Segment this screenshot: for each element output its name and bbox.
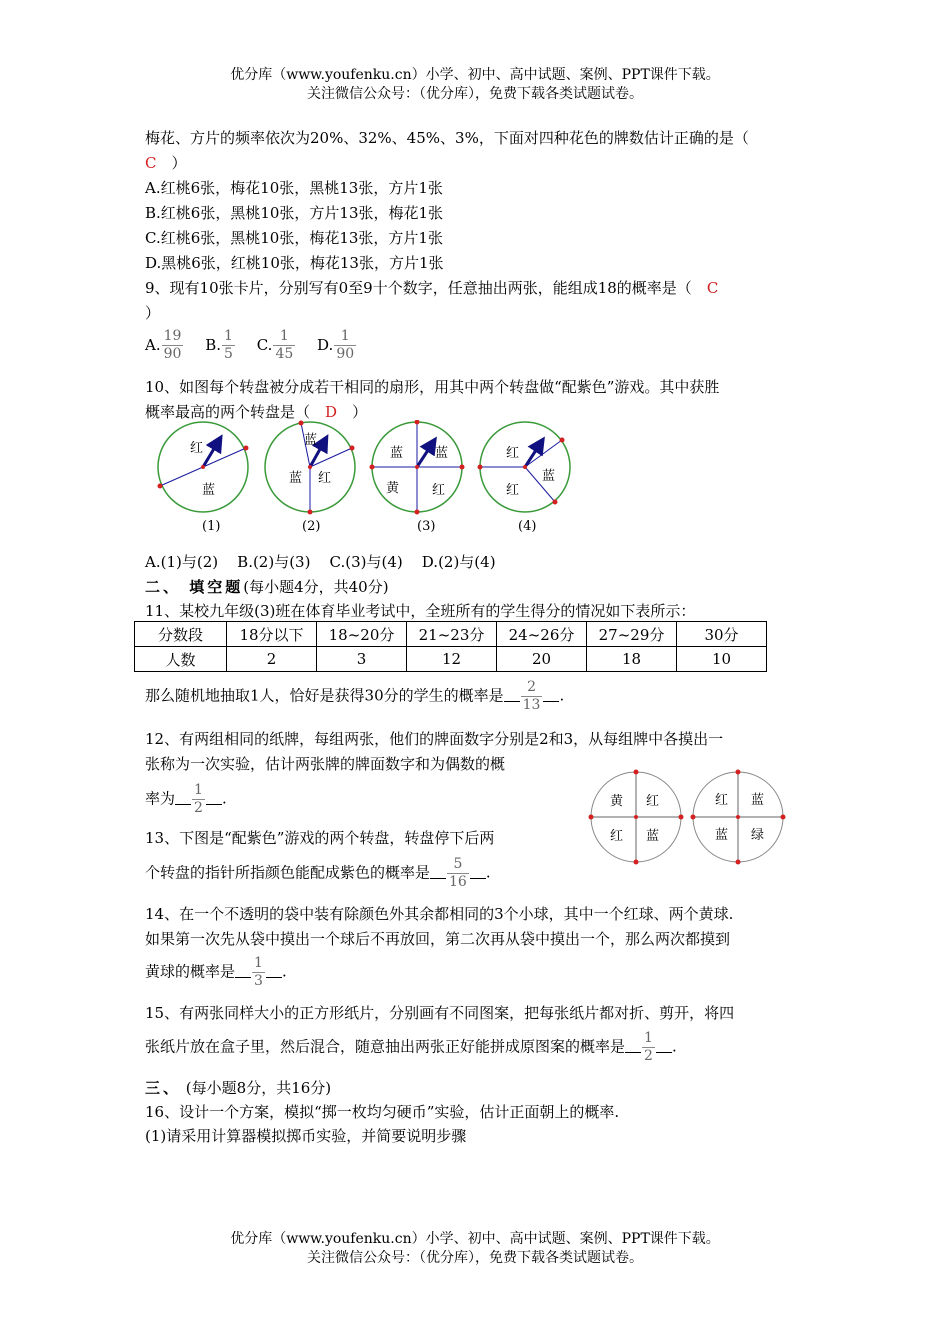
q8-answer: C [145, 154, 157, 172]
table-cell: 24~26分 [497, 622, 587, 647]
spinner-4 [478, 422, 571, 512]
table-cell: 10 [677, 647, 767, 672]
q10-line-1: 10、如图每个转盘被分成若干相同的扇形，用其中两个转盘做“配紫色”游戏。其中获胜 [145, 378, 720, 396]
table-cell: 30分 [677, 622, 767, 647]
section-3-title: 三、 [145, 1079, 182, 1097]
table-row [135, 622, 767, 647]
spinner-4-caption: (4) [518, 519, 537, 534]
section-3-note: (每小题8分，共16分) [185, 1079, 332, 1097]
q15-line-2: 张纸片放在盒子里，然后混合，随意抽出两张正好能拼成原图案的概率是 $\frac{1}{2}$ . [145, 1030, 677, 1064]
section-2-heading [145, 576, 389, 597]
header-line-1: 优分库（www.youfenku.cn）小学、初中、高中试题、案例、PPT课件下载。 [230, 67, 720, 83]
q16-line-1: 16、设计一个方案，模拟“掷一枚均匀硬币”实验，估计正面朝上的概率. [145, 1103, 620, 1121]
q8-close: ） [171, 154, 187, 172]
q11-question: 那么随机地抽取1人，恰好是获得30分的学生的概率是 $\frac{2}{13}$ . [145, 679, 565, 713]
spinner-2-caption: (2) [302, 519, 321, 534]
q16-line-2: (1)请采用计算器模拟掷币实验，并简要说明步骤 [145, 1127, 467, 1145]
spinner-2 [265, 421, 355, 515]
section-2-title: 二、 填空题 [145, 578, 244, 596]
q11-answer: $\frac{2}{13}$ [522, 679, 541, 713]
spinner-3 [370, 420, 465, 515]
q15-answer: $\frac{1}{2}$ [644, 1030, 653, 1064]
spinner-3-label-2: 蓝 [435, 446, 449, 461]
section-2-note: (每小题4分，共40分) [243, 578, 389, 596]
spinner-2-label-2: 蓝 [289, 471, 303, 486]
q8-option-a: A.红桃6张，梅花10张，黑桃13张，方片1张 [145, 179, 443, 197]
q14-line-2: 如果第一次先从袋中摸出一个球后不再放回，第二次再从袋中摸出一个，那么两次都摸到 [145, 930, 731, 948]
spinner-2-label-1: 蓝 [304, 433, 318, 448]
table-cell: 18~20分 [317, 622, 407, 647]
spinner-4-label-1: 红 [506, 446, 520, 461]
q13-disc-1-label-2: 红 [646, 794, 660, 809]
q9-option-a: A. $\frac{19}{90}$ [145, 328, 182, 362]
q10-answer: D [325, 403, 338, 421]
q8-option-b: B.红桃6张，黑桃10张，方片13张，梅花1张 [145, 204, 444, 222]
table-cell: 21~23分 [407, 622, 497, 647]
q13-disc-2 [691, 770, 786, 865]
q14-line-3: 黄球的概率是 $\frac{1}{3}$ . [145, 955, 287, 989]
spinner-1 [158, 422, 249, 512]
spinner-3-caption: (3) [417, 519, 436, 534]
q11-stem: 11、某校九年级(3)班在体育毕业考试中，全班所有的学生得分的情况如下表所示： [145, 602, 696, 620]
spinner-4-label-2: 红 [506, 483, 520, 498]
spinner-2-label-3: 红 [318, 471, 332, 486]
q13-discs-figure [588, 766, 788, 870]
q13-disc-1-label-3: 红 [610, 829, 624, 844]
header-line-2: 关注微信公众号：（优分库），免费下载各类试题试卷。 [307, 86, 643, 102]
q9-option-b: B. $\frac{1}{5}$ [205, 328, 233, 362]
q11-answer-blank [504, 688, 520, 706]
table-cell: 18 [587, 647, 677, 672]
table-row [135, 647, 767, 672]
q8-option-c: C.红桃6张，黑桃10张，梅花13张，方片1张 [145, 229, 443, 247]
q9-option-d: D. $\frac{1}{90}$ [317, 328, 355, 362]
q13-disc-2-label-2: 蓝 [751, 793, 765, 808]
q8-option-d: D.黑桃6张，红桃10张，梅花13张，方片1张 [145, 254, 444, 272]
table-cell: 27~29分 [587, 622, 677, 647]
q13-disc-2-label-4: 绿 [751, 828, 765, 843]
q9-stem [145, 277, 718, 298]
q13-disc-2-label-1: 红 [715, 793, 729, 808]
table-cell: 12 [407, 647, 497, 672]
q12-line-3: 率为 $\frac{1}{2}$ . [145, 782, 227, 816]
q10-options: A.(1)与(2) B.(2)与(3) C.(3)与(4) D.(2)与(4) [145, 553, 496, 571]
q9-options [145, 328, 357, 363]
q9-option-c: C. $\frac{1}{45}$ [256, 328, 294, 362]
q13-disc-1 [589, 770, 684, 865]
q13-answer: $\frac{5}{16}$ [449, 856, 467, 890]
spinner-1-label-2: 蓝 [202, 483, 216, 498]
table-cell: 20 [497, 647, 587, 672]
spinner-3-label-1: 蓝 [390, 446, 404, 461]
q13-disc-2-label-3: 蓝 [715, 828, 729, 843]
q9-answer: C [706, 279, 719, 297]
spinner-3-label-4: 红 [432, 483, 446, 498]
table-cell: 18分以下 [227, 622, 317, 647]
table-cell: 3 [317, 647, 407, 672]
q13-line-1: 13、下图是“配紫色”游戏的两个转盘，转盘停下后两 [145, 829, 495, 847]
q14-line-1: 14、在一个不透明的袋中装有除颜色外其余都相同的3个小球，其中一个红球、两个黄球. [145, 905, 734, 923]
table-cell: 分数段 [135, 622, 227, 647]
score-table [134, 621, 767, 672]
q12-line-2: 张称为一次实验，估计两张牌的牌面数字和为偶数的概 [145, 755, 506, 773]
q15-line-1: 15、有两张同样大小的正方形纸片，分别画有不同图案，把每张纸片都对折、剪开，将四 [145, 1004, 735, 1022]
q8-stem [145, 127, 749, 148]
q13-line-2: 个转盘的指针所指颜色能配成紫色的概率是 $\frac{5}{16}$ . [145, 856, 491, 890]
q8-stem-text: 梅花、方片的频率依次为20%、32%、45%、3%，下面对四种花色的牌数估计正确的是（ [145, 129, 749, 147]
footer-line-1: 优分库（www.youfenku.cn）小学、初中、高中试题、案例、PPT课件下载。 [230, 1231, 720, 1247]
q9-stem-text: 9、现有10张卡片，分别写有0至9十个数字，任意抽出两张，能组成18的概率是（ [145, 279, 692, 297]
q9-close: ） [145, 304, 161, 322]
q10-line-2: 概率最高的两个转盘是（ D ） [145, 403, 368, 421]
spinner-1-caption: (1) [202, 519, 221, 534]
table-cell: 2 [227, 647, 317, 672]
q8-answer-line [145, 152, 187, 173]
table-cell: 人数 [135, 647, 227, 672]
q12-answer: $\frac{1}{2}$ [194, 782, 203, 816]
section-3-heading [145, 1077, 331, 1098]
q12-line-1: 12、有两组相同的纸牌，每组两张，他们的牌面数字分别是2和3，从每组牌中各摸出一 [145, 730, 724, 748]
footer-line-2: 关注微信公众号：（优分库），免费下载各类试题试卷。 [307, 1250, 643, 1266]
q14-answer: $\frac{1}{3}$ [254, 955, 263, 989]
q13-disc-1-label-4: 蓝 [646, 829, 660, 844]
q13-disc-1-label-1: 黄 [610, 794, 624, 809]
spinner-1-label-1: 红 [190, 441, 204, 456]
spinner-3-label-3: 黄 [386, 481, 400, 496]
spinner-4-label-3: 蓝 [542, 469, 556, 484]
